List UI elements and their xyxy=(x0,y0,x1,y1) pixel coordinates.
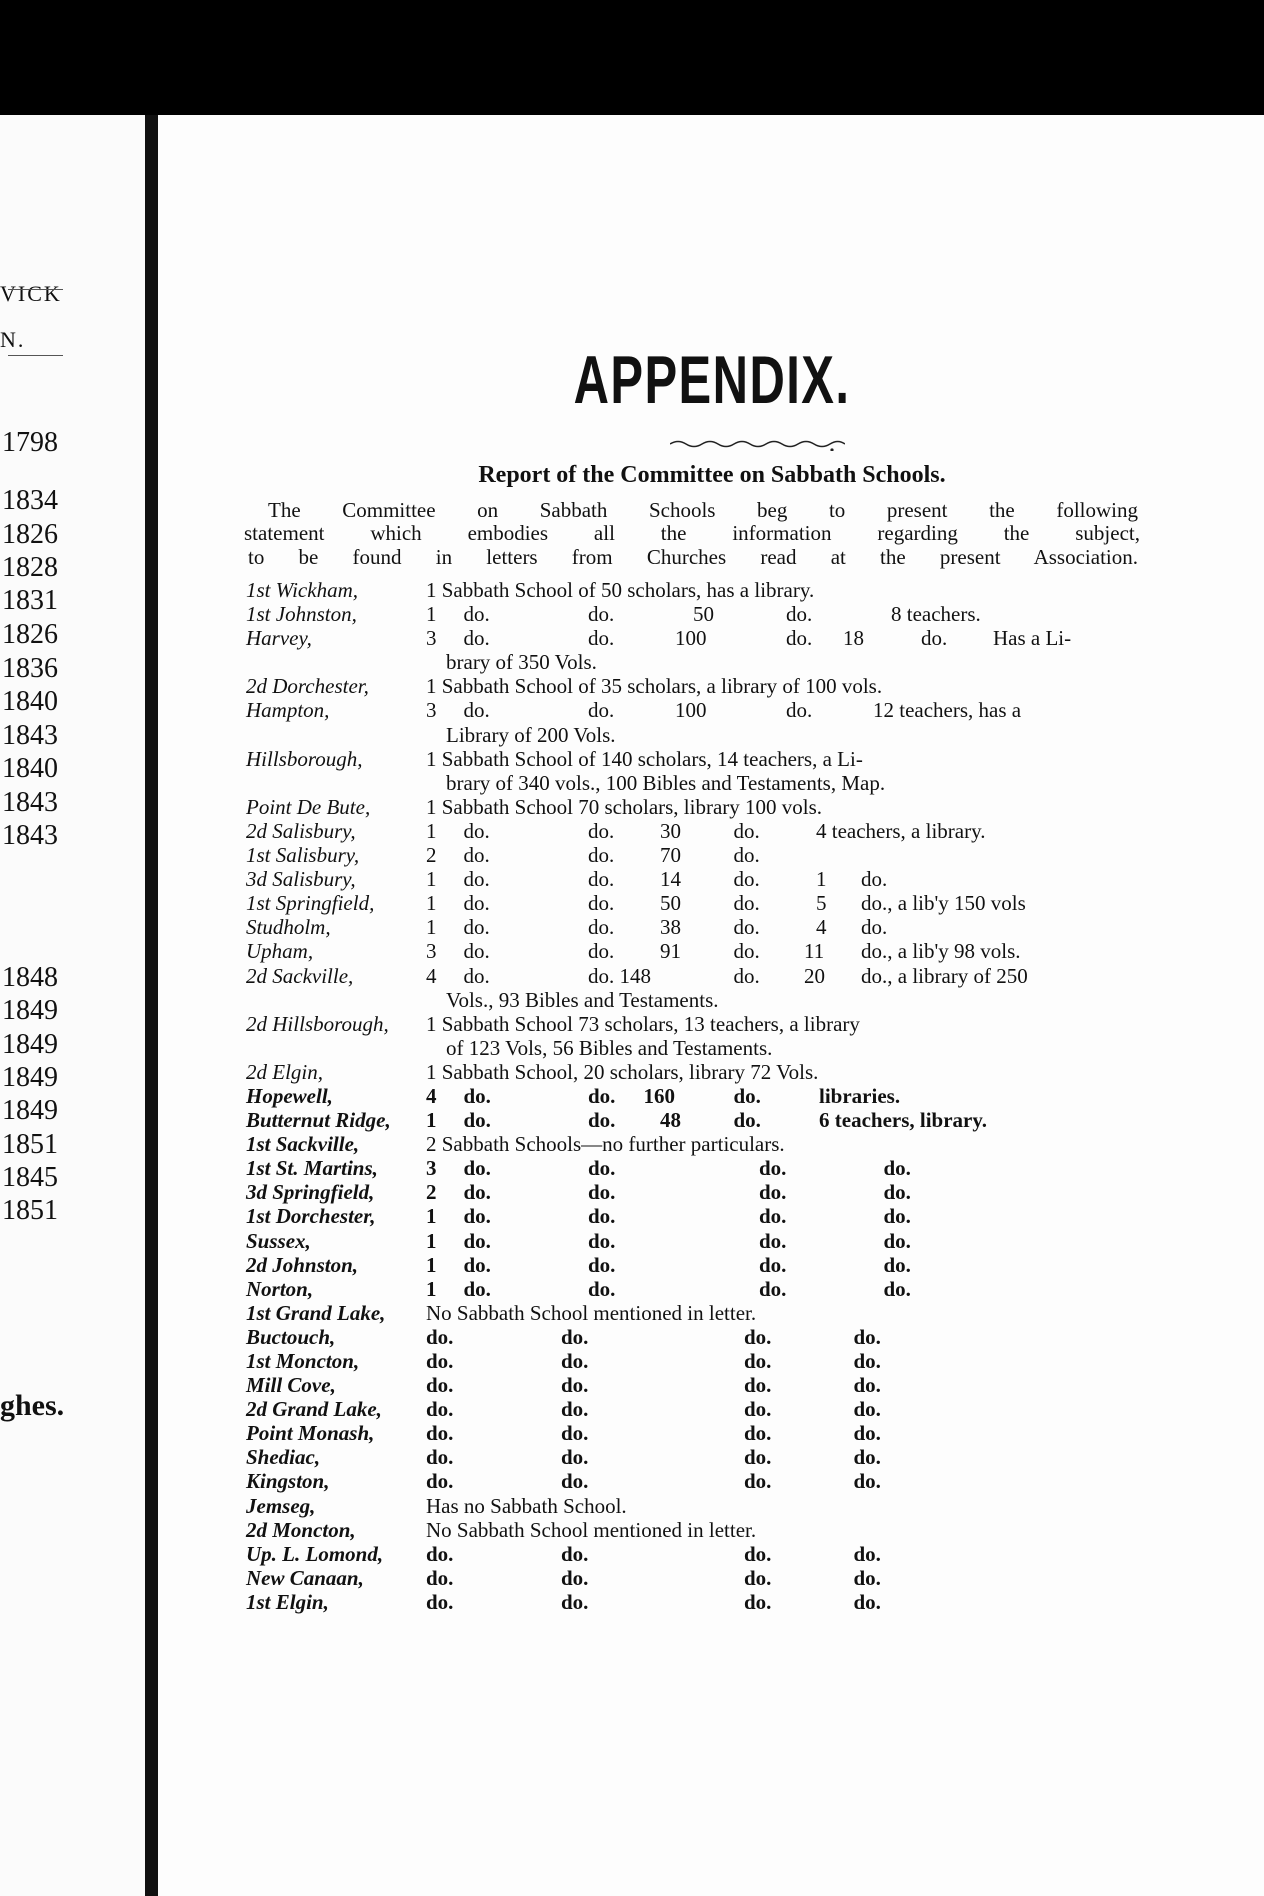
church-name: 1st Elgin, xyxy=(246,1589,329,1614)
entry-cell: do. xyxy=(853,1324,881,1349)
church-name: 1st Johnston, xyxy=(246,602,357,627)
church-name: Butternut Ridge, xyxy=(246,1108,391,1133)
intro-line: statement which embodies all the information regarding the subject, xyxy=(244,521,1140,545)
church-name: 1st Dorchester, xyxy=(246,1204,376,1229)
facing-page-year: 1849 xyxy=(2,1062,58,1093)
church-list xyxy=(246,578,1166,1614)
entry-cell: 50 xyxy=(660,891,681,916)
church-entry xyxy=(246,1349,1166,1373)
entry-cell: do. xyxy=(463,818,490,843)
entry-cell: 1 xyxy=(426,1252,437,1277)
church-name: 2d Hillsborough, xyxy=(246,1011,389,1036)
church-name: 3d Salisbury, xyxy=(246,867,356,892)
facing-page-year: 1849 xyxy=(2,995,58,1026)
entry-cell: 3 xyxy=(426,698,437,723)
church-name: 1st Springfield, xyxy=(246,891,375,916)
church-entry xyxy=(246,939,1166,963)
entry-cell: do. xyxy=(588,1156,616,1181)
entry-cell: do. xyxy=(853,1469,881,1494)
church-name: Harvey, xyxy=(246,626,312,651)
entry-cell: do. xyxy=(853,1397,881,1422)
entry-cell: do. xyxy=(588,915,615,940)
entry-cell: do. xyxy=(561,1421,589,1446)
facing-page-year: 1836 xyxy=(2,653,58,684)
church-entry xyxy=(246,747,1166,771)
entry-cell: do. xyxy=(588,602,615,627)
church-name: 1st Salisbury, xyxy=(246,843,360,868)
church-name: Point De Bute, xyxy=(246,794,371,819)
entry-cell: 4 teachers, a library. xyxy=(816,818,986,843)
entry-cell: 3 xyxy=(426,1156,437,1181)
entry-cell: do. xyxy=(463,1156,491,1181)
church-name: Point Monash, xyxy=(246,1421,375,1446)
entry-cell: 1 xyxy=(426,867,437,892)
entry-cell: 12 teachers, has a xyxy=(873,698,1022,723)
entry-cell: do. xyxy=(463,891,490,916)
entry-cell: do. xyxy=(883,1252,911,1277)
intro-line: to be found in letters from Churches read at the present Association. xyxy=(248,545,1138,569)
entry-cell: do. xyxy=(759,1180,787,1205)
entry-cell: 160 xyxy=(643,1083,675,1108)
entry-cell: do. xyxy=(733,1108,761,1133)
entry-cell: 50 xyxy=(693,602,714,627)
entry-cell: do. xyxy=(733,1083,761,1108)
entry-cell: do. xyxy=(561,1349,589,1373)
entry-cell: do. xyxy=(463,1083,491,1108)
facing-page-year: 1849 xyxy=(2,1029,58,1060)
entry-cell: do. xyxy=(426,1445,454,1470)
facing-page-year: 1843 xyxy=(2,820,58,851)
church-name: 1st Grand Lake, xyxy=(246,1300,386,1325)
entry-cell: 2 xyxy=(426,843,437,868)
church-name: New Canaan, xyxy=(246,1565,364,1590)
church-entry xyxy=(246,891,1166,915)
entry-cell: do. xyxy=(588,867,615,892)
entry-cell: do. xyxy=(426,1373,454,1398)
church-name: 2d Dorchester, xyxy=(246,674,369,699)
church-entry xyxy=(246,674,1166,698)
facing-page-year: 1843 xyxy=(2,787,58,818)
facing-page-heading-fragment: VICK xyxy=(0,281,62,306)
entry-cell: do. xyxy=(588,626,615,651)
facing-page-year: 1848 xyxy=(2,962,58,993)
facing-page-column-fragment: N. xyxy=(0,327,26,352)
entry-cell: 91 xyxy=(660,939,681,964)
church-name: Hampton, xyxy=(246,698,330,723)
entry-cell: do. xyxy=(588,1083,616,1108)
church-name: Kingston, xyxy=(246,1469,330,1494)
entry-cell: do. xyxy=(463,915,490,940)
church-name: Mill Cove, xyxy=(246,1373,336,1398)
entry-cell: 1 xyxy=(426,1204,437,1229)
entry-cell: do. xyxy=(588,843,615,868)
entry-details: brary of 350 Vols. xyxy=(446,650,597,675)
entry-cell: 3 xyxy=(426,626,437,651)
entry-cell: do. xyxy=(921,626,948,651)
facing-page-year: 1851 xyxy=(2,1129,58,1160)
entry-continuation xyxy=(246,650,1166,674)
entry-cell: do. xyxy=(426,1565,454,1590)
entry-cell: 4 xyxy=(426,1083,437,1108)
entry-cell: do. xyxy=(561,1469,589,1494)
entry-cell: do. xyxy=(588,1228,616,1253)
entry-cell: do. xyxy=(883,1276,911,1301)
entry-cell: do. xyxy=(853,1589,881,1614)
entry-cell: do. xyxy=(733,915,760,940)
church-name: Norton, xyxy=(246,1276,314,1301)
entry-cell: 100 xyxy=(675,698,707,723)
church-entry xyxy=(246,1494,1166,1518)
church-name: 1st St. Martins, xyxy=(246,1156,378,1181)
entry-cell: do. xyxy=(759,1228,787,1253)
facing-page-year: 1798 xyxy=(2,427,58,458)
church-name: 1st Moncton, xyxy=(246,1349,360,1373)
church-entry xyxy=(246,578,1166,602)
church-entry xyxy=(246,1542,1166,1566)
church-entry xyxy=(246,1421,1166,1445)
entry-cell: do. xyxy=(744,1373,772,1398)
entry-details: 1 Sabbath School 73 scholars, 13 teachers, a library xyxy=(426,1011,860,1036)
entry-cell: do. xyxy=(561,1397,589,1422)
entry-cell: do. xyxy=(744,1421,772,1446)
entry-cell: do. xyxy=(733,818,760,843)
entry-details: 1 Sabbath School of 35 scholars, a library of 100 vols. xyxy=(426,674,883,699)
entry-cell: 1 xyxy=(426,818,437,843)
church-entry xyxy=(246,843,1166,867)
entry-cell: 2 xyxy=(426,1180,437,1205)
entry-cell: 4 xyxy=(816,915,827,940)
church-name: Studholm, xyxy=(246,915,331,940)
facing-page-fragment xyxy=(0,115,145,1896)
facing-page-year: 1834 xyxy=(2,485,58,516)
entry-cell: do. xyxy=(786,626,813,651)
entry-cell: do. xyxy=(759,1204,787,1229)
entry-cell: do. xyxy=(733,963,760,988)
entry-cell: libraries. xyxy=(819,1083,901,1108)
facing-page-year: 1826 xyxy=(2,619,58,650)
entry-details: No Sabbath School mentioned in letter. xyxy=(426,1300,757,1325)
entry-cell: do. xyxy=(561,1445,589,1470)
church-name: 2d Elgin, xyxy=(246,1059,323,1084)
entry-cell: do. xyxy=(759,1276,787,1301)
church-entry xyxy=(246,698,1166,722)
entry-cell: do. xyxy=(561,1324,589,1349)
entry-cell: do. xyxy=(463,1252,491,1277)
entry-cell: Has a Li- xyxy=(993,626,1072,651)
entry-cell: do. xyxy=(561,1373,589,1398)
entry-cell: do. xyxy=(463,939,490,964)
church-entry xyxy=(246,1590,1166,1614)
entry-cell: 1 xyxy=(426,915,437,940)
facing-page-year: 1831 xyxy=(2,585,58,616)
entry-cell: do. xyxy=(744,1324,772,1349)
entry-cell: 5 xyxy=(816,891,827,916)
facing-page-rule xyxy=(8,289,63,290)
entry-cell: do. xyxy=(786,698,813,723)
facing-page-year: 1851 xyxy=(2,1195,58,1226)
entry-cell: 4 xyxy=(426,963,437,988)
church-entry xyxy=(246,1301,1166,1325)
entry-cell: do. xyxy=(463,1228,491,1253)
entry-details: 1 Sabbath School of 50 scholars, has a library. xyxy=(426,578,815,602)
entry-cell: do., a lib'y 150 vols xyxy=(861,891,1026,916)
entry-cell: 1 xyxy=(426,1108,437,1133)
facing-page-last-fragment: ghes. xyxy=(0,1389,65,1422)
entry-details: 1 Sabbath School 70 scholars, library 100 vols. xyxy=(426,794,823,819)
entry-details: Has no Sabbath School. xyxy=(426,1493,627,1518)
entry-cell: do. xyxy=(463,626,490,651)
entry-cell: do. xyxy=(561,1589,589,1614)
entry-cell: do. xyxy=(883,1228,911,1253)
entry-cell: do. xyxy=(463,602,490,627)
entry-cell: do. xyxy=(588,1108,616,1133)
entry-cell: do. xyxy=(561,1541,589,1566)
entry-cell: do. xyxy=(588,939,615,964)
entry-cell: do. xyxy=(463,1180,491,1205)
facing-page-year: 1826 xyxy=(2,519,58,550)
entry-cell: do. xyxy=(561,1565,589,1590)
entry-cell: do. xyxy=(759,1252,787,1277)
entry-cell: 1 xyxy=(426,1228,437,1253)
entry-continuation xyxy=(246,1036,1166,1060)
entry-cell: do. xyxy=(588,698,615,723)
entry-cell: do. xyxy=(744,1397,772,1422)
entry-cell: 1 xyxy=(816,867,827,892)
entry-cell: do. xyxy=(463,1276,491,1301)
report-heading: Report of the Committee on Sabbath Schools. xyxy=(478,462,946,488)
entry-cell: do. xyxy=(463,963,490,988)
entry-cell: do. xyxy=(853,1445,881,1470)
facing-page-year: 1828 xyxy=(2,552,58,583)
entry-details: of 123 Vols, 56 Bibles and Testaments. xyxy=(446,1035,773,1060)
entry-cell: do. xyxy=(588,1204,616,1229)
entry-cell: do. xyxy=(588,1252,616,1277)
entry-cell: do. xyxy=(426,1421,454,1446)
entry-cell: do. xyxy=(588,818,615,843)
entry-cell: do. xyxy=(733,843,760,868)
church-name: 3d Springfield, xyxy=(246,1180,375,1205)
entry-cell: 6 teachers, library. xyxy=(819,1108,987,1133)
entry-cell: do. xyxy=(744,1589,772,1614)
entry-cell: do. xyxy=(733,891,760,916)
church-entry xyxy=(246,1108,1166,1132)
entry-cell: do. xyxy=(744,1541,772,1566)
church-entry xyxy=(246,1132,1166,1156)
entry-cell: 1 xyxy=(426,891,437,916)
entry-cell: do. xyxy=(733,939,760,964)
entry-cell: do. xyxy=(426,1469,454,1494)
entry-cell: 3 xyxy=(426,939,437,964)
entry-cell: do. xyxy=(853,1565,881,1590)
church-entry xyxy=(246,1012,1166,1036)
entry-details: Vols., 93 Bibles and Testaments. xyxy=(446,987,719,1012)
entry-cell: do. xyxy=(861,915,888,940)
entry-continuation xyxy=(246,723,1166,747)
entry-cell: do. xyxy=(733,867,760,892)
church-entry xyxy=(246,1445,1166,1469)
church-entry xyxy=(246,1277,1166,1301)
church-entry xyxy=(246,602,1166,626)
church-entry xyxy=(246,915,1166,939)
entry-continuation xyxy=(246,771,1166,795)
entry-cell: do. xyxy=(853,1373,881,1398)
entry-cell: 11 xyxy=(804,939,825,964)
entry-cell: 70 xyxy=(660,843,681,868)
entry-details: Library of 200 Vols. xyxy=(446,722,616,747)
entry-cell: do. xyxy=(426,1397,454,1422)
entry-details: brary of 340 vols., 100 Bibles and Testaments, Map. xyxy=(446,770,886,795)
church-entry xyxy=(246,867,1166,891)
entry-cell: do. xyxy=(463,843,490,868)
entry-cell: do. xyxy=(744,1469,772,1494)
page-title: APPENDIX. xyxy=(573,342,851,418)
entry-cell: do. xyxy=(744,1349,772,1373)
church-name: Jemseg, xyxy=(246,1493,316,1518)
facing-page-year: 1843 xyxy=(2,720,58,751)
church-name: Sussex, xyxy=(246,1228,311,1253)
entry-cell: do. xyxy=(463,867,490,892)
facing-page-rule xyxy=(8,355,63,356)
church-entry xyxy=(246,1518,1166,1542)
facing-page-year: 1840 xyxy=(2,753,58,784)
church-name: 1st Sackville, xyxy=(246,1132,360,1157)
facing-page-year: 1840 xyxy=(2,686,58,717)
entry-cell: 1 xyxy=(426,1276,437,1301)
church-entry xyxy=(246,1229,1166,1253)
church-name: 2d Moncton, xyxy=(246,1517,356,1542)
church-name: 2d Salisbury, xyxy=(246,818,356,843)
entry-details: No Sabbath School mentioned in letter. xyxy=(426,1517,757,1542)
church-entry xyxy=(246,1060,1166,1084)
entry-cell: do. xyxy=(883,1156,911,1181)
entry-details: 2 Sabbath Schools—no further particulars. xyxy=(426,1132,785,1157)
entry-cell: do. xyxy=(426,1349,454,1373)
church-entry xyxy=(246,1253,1166,1277)
entry-cell: do. xyxy=(853,1541,881,1566)
church-name: Hopewell, xyxy=(246,1083,333,1108)
entry-cell: do. xyxy=(883,1204,911,1229)
book-gutter xyxy=(145,115,158,1896)
church-name: 1st Wickham, xyxy=(246,578,358,602)
entry-cell: do. xyxy=(883,1180,911,1205)
entry-cell: 100 xyxy=(675,626,707,651)
entry-cell: 8 teachers. xyxy=(891,602,981,627)
entry-cell: do. xyxy=(426,1541,454,1566)
entry-cell: 30 xyxy=(660,818,681,843)
church-entry xyxy=(246,795,1166,819)
church-name: Upham, xyxy=(246,939,314,964)
church-entry xyxy=(246,1469,1166,1493)
entry-details: 1 Sabbath School, 20 scholars, library 72 Vols. xyxy=(426,1059,819,1084)
entry-cell: do. xyxy=(853,1421,881,1446)
church-entry xyxy=(246,1325,1166,1349)
church-entry xyxy=(246,626,1166,650)
church-name: 2d Sackville, xyxy=(246,963,354,988)
church-name: Up. L. Lomond, xyxy=(246,1541,384,1566)
entry-cell: 48 xyxy=(660,1108,681,1133)
entry-cell: do. xyxy=(463,1204,491,1229)
church-name: 2d Grand Lake, xyxy=(246,1397,382,1422)
entry-details: 1 Sabbath School of 140 scholars, 14 teachers, a Li- xyxy=(426,746,863,771)
entry-cell: do. xyxy=(744,1445,772,1470)
entry-cell: do. 148 xyxy=(588,963,651,988)
entry-cell: do. xyxy=(463,1108,491,1133)
entry-cell: do. xyxy=(853,1349,881,1373)
church-entry xyxy=(246,1180,1166,1204)
entry-cell: do. xyxy=(463,698,490,723)
church-name: 2d Johnston, xyxy=(246,1252,359,1277)
entry-cell: do. xyxy=(426,1589,454,1614)
entry-cell: do., a library of 250 xyxy=(861,963,1028,988)
church-entry xyxy=(246,819,1166,843)
entry-continuation xyxy=(246,988,1166,1012)
church-entry xyxy=(246,1204,1166,1228)
intro-line: The Committee on Sabbath Schools beg to present the following xyxy=(268,498,1138,522)
church-entry xyxy=(246,1373,1166,1397)
church-entry xyxy=(246,964,1166,988)
ornament-divider-icon xyxy=(670,437,845,451)
entry-cell: do. xyxy=(744,1565,772,1590)
entry-cell: do. xyxy=(786,602,813,627)
church-name: Hillsborough, xyxy=(246,746,363,771)
entry-cell: 38 xyxy=(660,915,681,940)
church-name: Shediac, xyxy=(246,1445,321,1470)
entry-cell: do. xyxy=(861,867,888,892)
facing-page-year: 1845 xyxy=(2,1162,58,1193)
entry-cell: do. xyxy=(759,1156,787,1181)
entry-cell: do. xyxy=(588,1180,616,1205)
appendix-page xyxy=(158,115,1264,1896)
facing-page-year: 1849 xyxy=(2,1095,58,1126)
church-entry xyxy=(246,1084,1166,1108)
entry-cell: do. xyxy=(426,1324,454,1349)
church-name: Buctouch, xyxy=(246,1324,336,1349)
entry-cell: do. xyxy=(588,1276,616,1301)
entry-cell: 18 xyxy=(843,626,864,651)
entry-cell: 20 xyxy=(804,963,825,988)
church-entry xyxy=(246,1156,1166,1180)
church-entry xyxy=(246,1566,1166,1590)
church-entry xyxy=(246,1397,1166,1421)
entry-cell: do., a lib'y 98 vols. xyxy=(861,939,1021,964)
entry-cell: 14 xyxy=(660,867,681,892)
entry-cell: 1 xyxy=(426,602,437,627)
entry-cell: do. xyxy=(588,891,615,916)
